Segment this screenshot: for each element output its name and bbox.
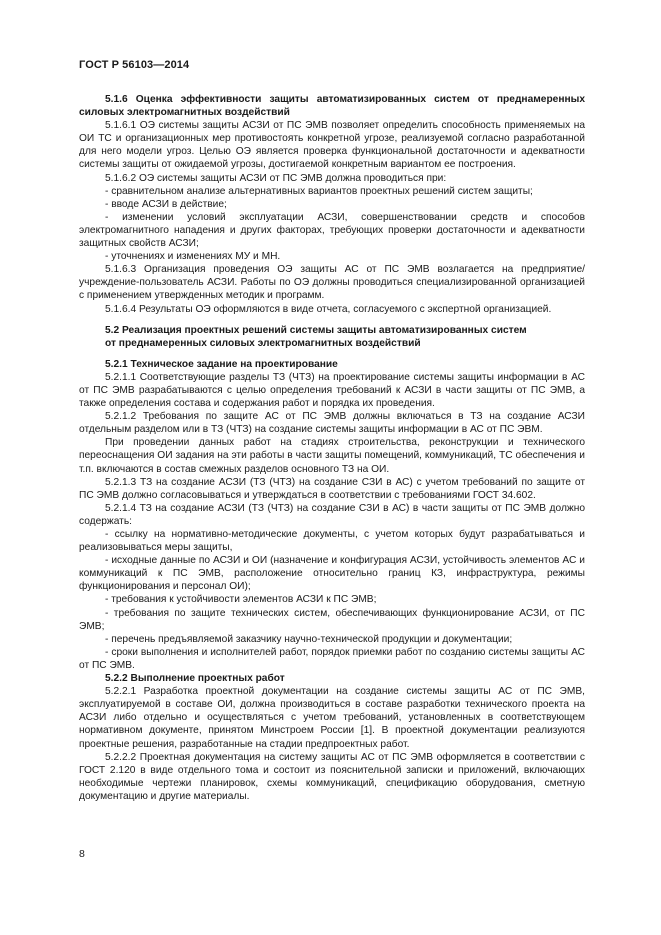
paragraph-5-2-1-4: 5.2.1.4 ТЗ на создание АСЗИ (ТЗ (ЧТЗ) на создание СЗИ в АС) в части защиты от ПС ЭМВ должно содержать: [79,502,585,527]
paragraph-5-1-6-3: 5.1.6.3 Организация проведения ОЭ защиты АС от ПС ЭМВ возлагается на предприятие/учреждение-пользователь АСЗИ. Работы по ОЭ должны проводиться специализированной организацией с применением утвержденных методик и программ. [79,264,585,302]
list-item: - уточнениях и изменениях МУ и МН. [105,251,281,263]
list-item: - сравнительном анализе альтернативных вариантов проектных решений систем защиты; [105,185,533,197]
section-heading-5-1-6: 5.1.6 Оценка эффективности защиты автоматизированных систем от преднамеренных силовых электромагнитных воздействий [79,94,585,119]
paragraph-5-2-1-2-cont: При проведении данных работ на стадиях строительства, реконструкции и технического переоснащения ОИ задания на эти работы в части защиты помещений, коммуникаций, ТС обеспечения и т.п. включаются в состав смежных разделов основного ТЗ на ОИ. [79,437,585,475]
section-heading-5-2-line1: 5.2 Реализация проектных решений системы защиты автоматизированных систем [105,324,527,336]
list-item: - требования к устойчивости элементов АСЗИ к ПС ЭМВ; [105,594,377,606]
list-item: - вводе АСЗИ в действие; [105,198,227,210]
paragraph-5-1-6-2: 5.1.6.2 ОЭ системы защиты АСЗИ от ПС ЭМВ должна проводиться при: [105,172,447,184]
list-item: - ссылку на нормативно-методические документы, с учетом которых будут разрабатываться и реализовываться меры защиты, [79,529,585,554]
paragraph-5-2-2-1: 5.2.2.1 Разработка проектной документации на создание системы защиты АС от ПС ЭМВ, эксплуатируемой в составе ОИ, должна производиться в составе разработки технического проекта на АСЗИ либо отдельно и осуществляться с учетом требований, установленных в соответствующем нормативном документе, принятом Минстроем России [1]. В проектной документации реализуются проектные решения, разработанные на стадии предпроектных работ. [79,686,585,750]
list-item: - исходные данные по АСЗИ и ОИ (назначение и конфигурация АСЗИ, устойчивость элементов АС и коммуникаций к ПС ЭМВ, расположение относительно границ КЗ, инфраструктура, режимы функционирования и персонал ОИ); [79,555,585,593]
section-heading-5-2-line2: от преднамеренных силовых электромагнитных воздействий [105,337,421,349]
list-item: - требования по защите технических систем, обеспечивающих функционирование АСЗИ, от ПС ЭМВ; [79,607,585,632]
section-heading-5-2-1: 5.2.1 Техническое задание на проектирование [105,358,338,370]
paragraph-5-1-6-1: 5.1.6.1 ОЭ системы защиты АСЗИ от ПС ЭМВ позволяет определить способность применяемых на ОИ ТС и организационных мер противостоять конкретной угрозе, реализуемой согласно разработанной для него модели угроз. Целью ОЭ является проверка функциональной достаточности и адекватности системы защиты от ожидаемой угрозы, достигаемой конкретным вариантом ее построения. [79,120,585,171]
paragraph-5-1-6-4: 5.1.6.4 Результаты ОЭ оформляются в виде отчета, согласуемого с экспертной организацией. [105,303,552,315]
list-item: - изменении условий эксплуатации АСЗИ, совершенствовании средств и способов электромагнитного нападения и других факторах, требующих проверки достаточности и адекватности защитных свойств АСЗИ; [79,211,585,250]
paragraph-5-2-1-3: 5.2.1.3 ТЗ на создание АСЗИ (ТЗ (ЧТЗ) на создание СЗИ в АС) с учетом требований по защите от ПС ЭМВ должно согласовываться и утверждаться в соответствии с требованиями ГОСТ 34.602. [79,476,585,501]
page-number: 8 [79,848,85,860]
list-item: - сроки выполнения и исполнителей работ, порядок приемки работ по созданию системы защиты АС от ПС ЭМВ. [79,646,585,671]
paragraph-5-2-1-1: 5.2.1.1 Соответствующие разделы ТЗ (ЧТЗ) на проектирование системы защиты информации в АС от ПС ЭМВ разрабатываются с целью определения требований к АСЗИ в части защиты от ПС ЭМВ, а также определения состава и содержания работ и порядка их проведения. [79,371,585,410]
document-header: ГОСТ Р 56103—2014 [79,59,190,71]
list-item: - перечень предъявляемой заказчику научно-технической продукции и документации; [105,633,513,645]
section-heading-5-2-2: 5.2.2 Выполнение проектных работ [105,673,285,685]
paragraph-5-2-1-2: 5.2.1.2 Требования по защите АС от ПС ЭМВ должны включаться в ТЗ на создание АСЗИ отдельным разделом или в ТЗ (ЧТЗ) на создание системы защиты информации в АС от ПС ЭВМ. [79,411,585,436]
document-body [79,93,585,803]
paragraph-5-2-2-2: 5.2.2.2 Проектная документация на систему защиты АС от ПС ЭМВ оформляется в соответствии с ГОСТ 2.120 в виде отдельного тома и состоит из пояснительной записки и приложений, включающих необходимые чертежи планировок, схемы коммуникаций, спецификацию оборудования, сметную документацию и другие материалы. [79,751,585,802]
